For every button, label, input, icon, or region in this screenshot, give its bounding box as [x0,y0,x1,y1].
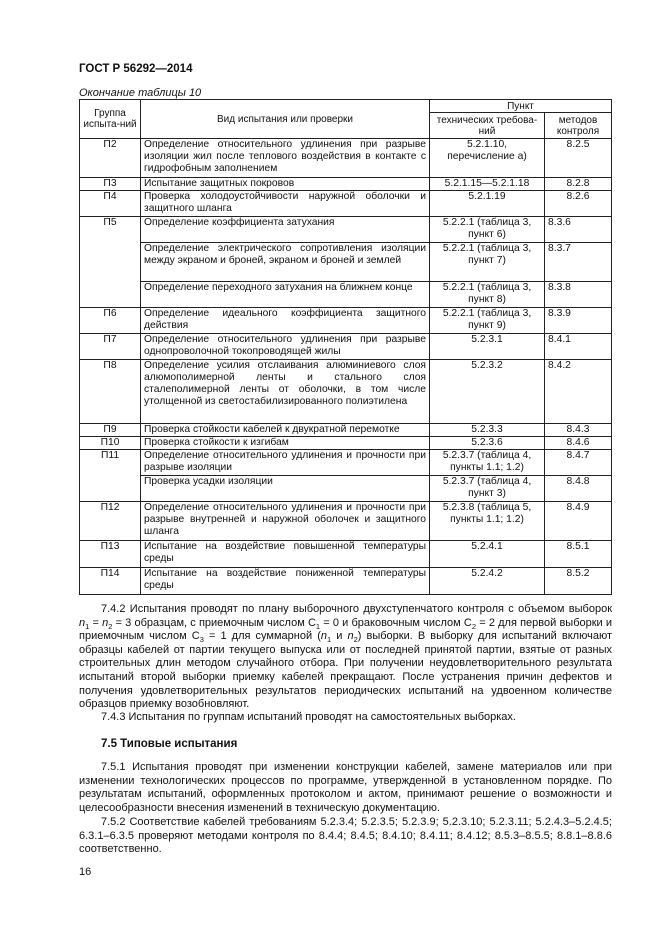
method-cell: 8.5.1 [545,541,612,568]
desc-cell: Определение относительного удлинения при разрыве однопроволочной токопроводящей жилы [141,334,430,360]
paragraph-7-5-2: 7.5.2 Соответствие кабелей требованиям 5.2.3.4; 5.2.3.5; 5.2.3.9; 5.2.3.10; 5.2.3.11; 5.2.4.3–5.2.4.5; 6.3.1–6.3.5 проверяют методами контроля по 8.4.4; 8.4.5; 8.4.10; 8.4.11; 8.4.12; 8.5.3–8.5.5; 8.8.1–8.8.6 соответственно. [79,816,612,856]
group-cell: П8 [80,360,141,424]
header-tech: технических требова-ний [430,113,545,139]
desc-cell: Испытание на воздействие повышенной температуры среды [141,541,430,568]
group-cell: П5 [80,217,141,308]
page-number: 16 [79,866,92,878]
desc-cell: Определение относительного удлинения и прочности при разрыве изоляции [141,450,430,476]
desc-cell: Определение коэффициента затухания [141,217,430,243]
tests-table [79,99,612,595]
table-row [80,139,612,178]
group-cell: П10 [80,437,141,450]
method-cell: 8.4.8 [545,476,612,502]
table-row [80,191,612,217]
method-cell: 8.3.7 [545,243,612,282]
method-cell: 8.3.6 [545,217,612,243]
desc-cell: Определение переходного затухания на ближнем конце [141,282,430,308]
desc-cell: Проверка холодоустойчивости наружной оболочки и защитного шланга [141,191,430,217]
desc-cell: Проверка стойкости кабелей к двукратной перемотке [141,424,430,437]
table-row [80,243,612,282]
paragraph-7-5-1: 7.5.1 Испытания проводят при изменении конструкции кабелей, замене материалов или при изменении технологических процессов по программе, утвержденной в установленном порядке. По результатам испытаний, оформленных протоколом и актом, принимают решение о возможности и целесообразности внесения изменений в техническую документацию. [79,761,612,814]
group-cell: П12 [80,502,141,541]
header-kind: Вид испытания или проверки [141,100,430,139]
method-cell: 8.4.9 [545,502,612,541]
tech-cell: 5.2.1.15—5.2.1.18 [430,178,545,191]
tech-cell: 5.2.3.8 (таблица 5, пункты 1.1; 1.2) [430,502,545,541]
tech-cell: 5.2.2.1 (таблица 3, пункт 9) [430,308,545,334]
method-cell: 8.3.8 [545,282,612,308]
table-row [80,476,612,502]
table-row [80,217,612,243]
method-cell: 8.2.6 [545,191,612,217]
method-cell: 8.2.5 [545,139,612,178]
desc-cell: Определение относительного удлинения при разрыве изоляции жил после теплового воздействия в контакте с гидрофобным заполнением [141,139,430,178]
desc-cell: Определение электрического сопротивления изоляции между экраном и броней, экраном и броней и землей [141,243,430,282]
method-cell: 8.4.7 [545,450,612,476]
table-row [80,308,612,334]
tech-cell: 5.2.4.2 [430,568,545,595]
document-header: ГОСТ Р 56292—2014 [79,63,193,75]
group-cell: П13 [80,541,141,568]
method-cell: 8.5.2 [545,568,612,595]
table-row [80,334,612,360]
group-cell: П9 [80,424,141,437]
tech-cell: 5.2.1.10, перечисление а) [430,139,545,178]
paragraph-7-4-3: 7.4.3 Испытания по группам испытаний проводят на самостоятельных выборках. [101,711,516,723]
method-cell: 8.4.2 [545,360,612,424]
header-group: Группа испыта-ний [80,100,141,139]
table-row [80,568,612,595]
method-cell: 8.4.3 [545,424,612,437]
tech-cell: 5.2.2.1 (таблица 3, пункт 7) [430,243,545,282]
desc-cell: Определение идеального коэффициента защитного действия [141,308,430,334]
method-cell: 8.4.6 [545,437,612,450]
desc-cell: Испытание на воздействие пониженной температуры среды [141,568,430,595]
group-cell: П6 [80,308,141,334]
method-cell: 8.3.9 [545,308,612,334]
tech-cell: 5.2.1.19 [430,191,545,217]
group-cell: П7 [80,334,141,360]
group-cell: П4 [80,191,141,217]
header-methods: методов контроля [545,113,612,139]
tech-cell: 5.2.3.7 (таблица 4, пункт 3) [430,476,545,502]
table-row [80,502,612,541]
section-title: 7.5 Типовые испытания [101,738,238,750]
desc-cell: Проверка усадки изоляции [141,476,430,502]
paragraph-7-4-2: 7.4.2 Испытания проводят по плану выборочного двухступенчатого контроля с объемом выборок $n_1 = n_2 = 3$ образцам, с приемочным числом $C_1 = 0$ и браковочным числом $C_2 = 2$ для первой выборки и приемочным числом $C_3 = 1$ для суммарной ($n_1$ и $n_2$) выборки. В выборку для испытаний включают образцы кабелей от партии текущего выпуска или от последней принятой партии, взятые от разных строительных длин методом случайного отбора. При получении неудовлетворительного результата испытаний второй выборки приемку кабелей прекращают. После устранения причин дефектов и получения удовлетворительных результатов периодических испытаний на удвоенном количестве образцов приемку возобновляют. [79,603,613,711]
group-cell: П2 [80,139,141,178]
method-cell: 8.2.8 [545,178,612,191]
table-caption: Окончание таблицы 10 [79,87,202,99]
table-row [80,178,612,191]
table-row [80,541,612,568]
table-row [80,450,612,476]
desc-cell: Испытание защитных покровов [141,178,430,191]
tech-cell: 5.2.2.1 (таблица 3, пункт 6) [430,217,545,243]
header-point: Пункт [430,100,612,113]
table-row [80,424,612,437]
table-row [80,360,612,424]
tech-cell: 5.2.3.3 [430,424,545,437]
table-row [80,437,612,450]
tech-cell: 5.2.4.1 [430,541,545,568]
tech-cell: 5.2.3.7 (таблица 4, пункты 1.1; 1.2) [430,450,545,476]
group-cell: П3 [80,178,141,191]
table-row [80,282,612,308]
group-cell: П14 [80,568,141,595]
tech-cell: 5.2.3.6 [430,437,545,450]
group-cell: П11 [80,450,141,502]
desc-cell: Определение относительного удлинения и прочности при разрыве внутренней и наружной оболочек и защитного шланга [141,502,430,541]
tech-cell: 5.2.3.2 [430,360,545,424]
tech-cell: 5.2.3.1 [430,334,545,360]
tech-cell: 5.2.2.1 (таблица 3, пункт 8) [430,282,545,308]
desc-cell: Проверка стойкости к изгибам [141,437,430,450]
desc-cell: Определение усилия отслаивания алюминиевого слоя алюмополимерной ленты и стального слоя сталеполимерной ленты от оболочки, в том числе утолщенной из светостабилизированного полиэтилена [141,360,430,424]
method-cell: 8.4.1 [545,334,612,360]
